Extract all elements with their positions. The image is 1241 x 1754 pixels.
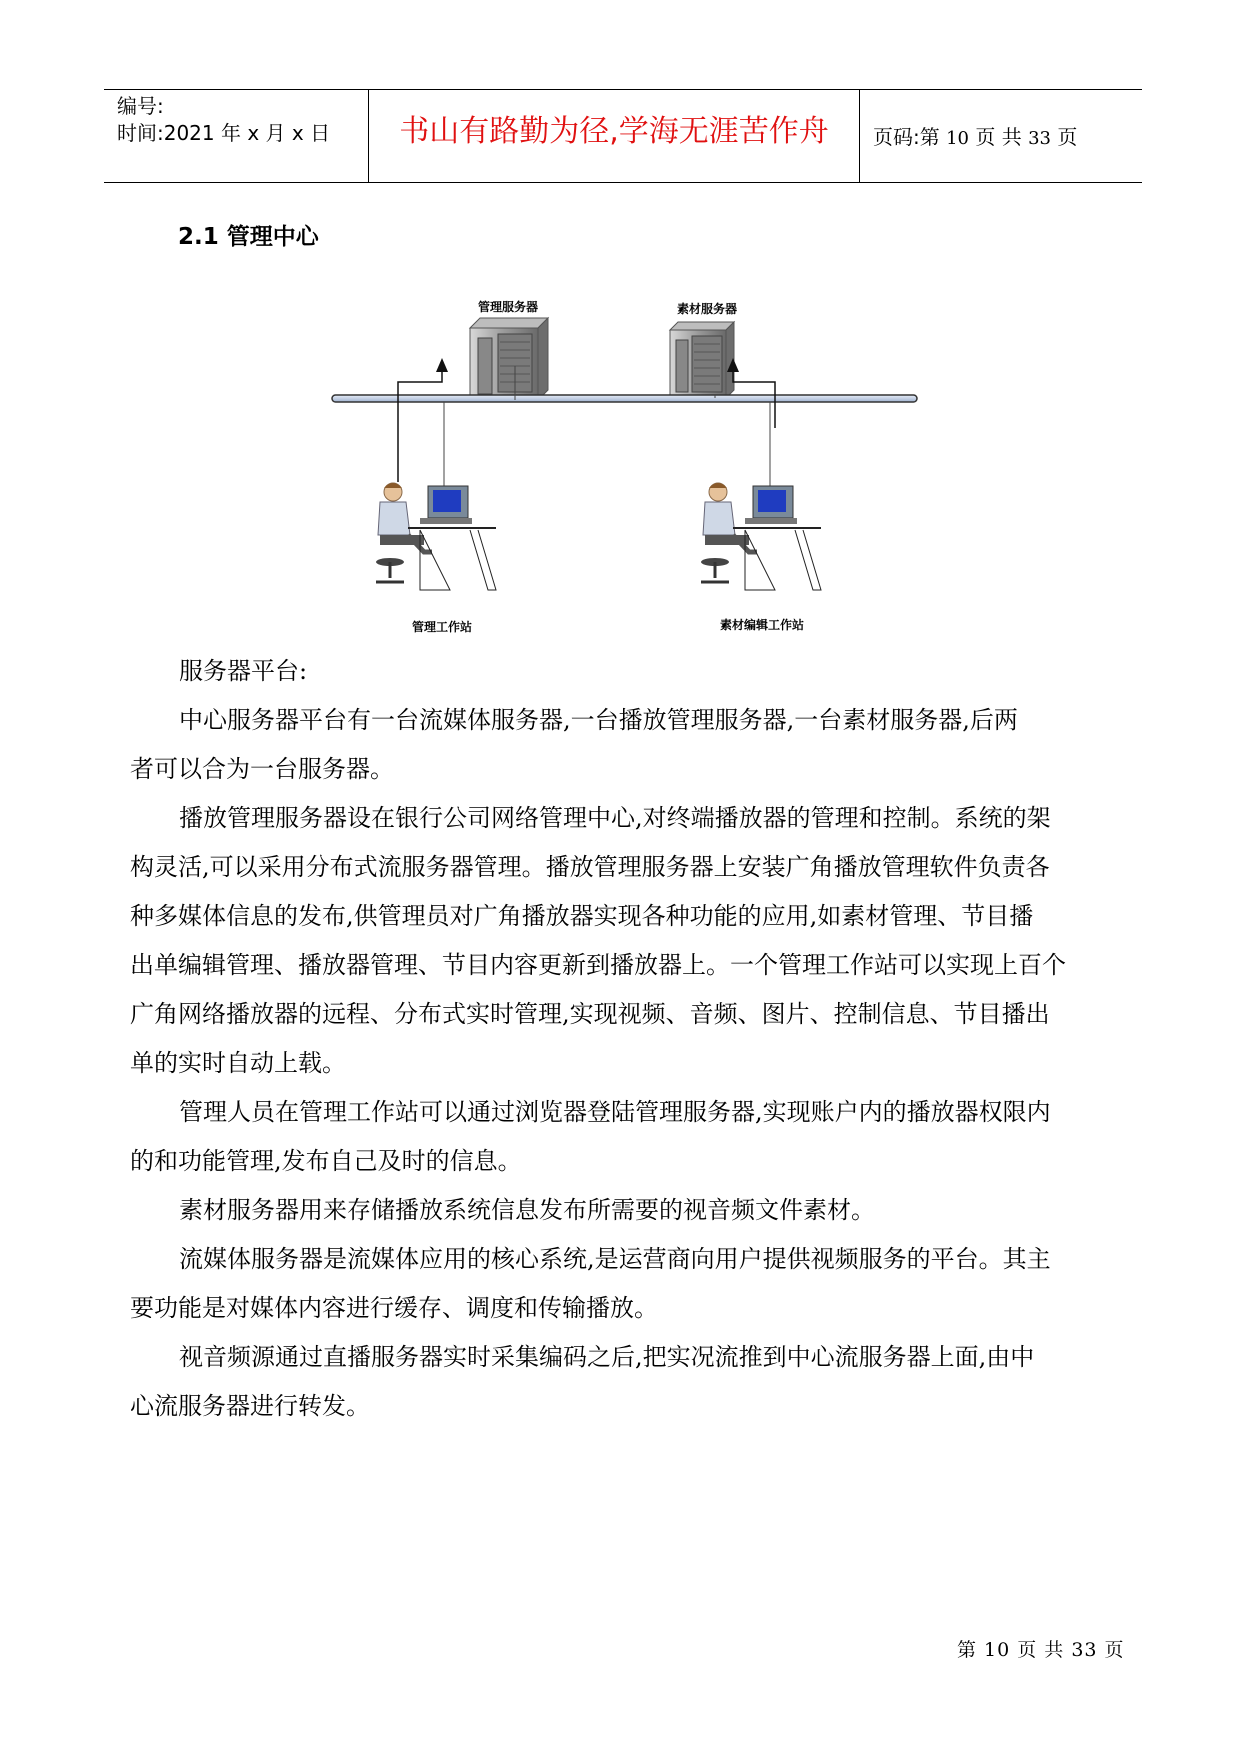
media-editing-workstation-label: 素材编辑工作站 [720,618,805,632]
text-line: 素材服务器用来存储播放系统信息发布所需要的视音频文件素材。 [179,1196,875,1224]
paragraph-server-platform-heading [130,647,1120,696]
paragraph-streaming-server [130,1235,1120,1333]
text-line: 单的实时自动上载。 [130,1049,346,1077]
network-diagram-svg [320,290,940,645]
management-workstation-icon [376,483,496,590]
text-line: 管理人员在管理工作站可以通过浏览器登陆管理服务器,实现账户内的播放器权限内 [179,1098,1051,1126]
text-line: 种多媒体信息的发布,供管理员对广角播放器实现各种功能的应用,如素材管理、节目播 [130,902,1034,930]
management-workstation-label: 管理工作站 [412,620,473,634]
text-line: 者可以合为一台服务器。 [130,755,394,783]
text-line: 中心服务器平台有一台流媒体服务器,一台播放管理服务器,一台素材服务器,后两 [179,706,1018,734]
header-page-info [873,124,1077,152]
text-line: 出单编辑管理、播放器管理、节目内容更新到播放器上。一个管理工作站可以实现上百个 [130,951,1066,979]
header-top-rule [104,89,1142,90]
section-title: 2.1 管理中心 [178,224,319,250]
page-footer: 第 10 页 共 33 页 [957,1639,1125,1661]
page-suffix: 页 [1057,125,1078,149]
management-server-label: 管理服务器 [478,300,539,314]
media-server-icon [670,322,734,398]
header-motto: 书山有路勤为径,学海无涯苦作舟 [399,114,829,149]
upload-arrow-left [398,370,442,482]
page-current: 10 [946,128,970,149]
text-line: 要功能是对媒体内容进行缓存、调度和传输播放。 [130,1294,658,1322]
header-divider-right [859,89,860,183]
text-line: 的和功能管理,发布自己及时的信息。 [130,1147,522,1175]
text-line: 构灵活,可以采用分布式流服务器管理。播放管理服务器上安装广角播放管理软件负责各 [130,853,1050,881]
page-mid: 页 共 [975,125,1022,149]
header-time-label: 时间:2021 年 x 月 x 日 [117,121,331,145]
text-line: 心流服务器进行转发。 [130,1392,370,1420]
arrow-head-left-icon [436,358,448,372]
paragraph-center-servers [130,696,1120,794]
paragraph-playback-management-server [130,794,1120,1088]
management-server-icon [470,318,548,400]
paragraph-media-server [130,1186,1120,1235]
paragraph-live-source [130,1333,1120,1431]
header-bottom-rule [104,182,1142,183]
page-total: 33 [1028,128,1051,149]
network-bus [332,395,917,402]
network-diagram [320,290,940,645]
media-editing-workstation-icon [701,483,821,590]
media-server-label: 素材服务器 [677,302,738,316]
paragraph-management-staff [130,1088,1120,1186]
text-line: 广角网络播放器的远程、分布式实时管理,实现视频、音频、图片、控制信息、节目播出 [130,1000,1050,1028]
page-prefix: 页码:第 [873,125,940,149]
text-line: 流媒体服务器是流媒体应用的核心系统,是运营商向用户提供视频服务的平台。其主 [179,1245,1051,1273]
text-line: 播放管理服务器设在银行公司网络管理中心,对终端播放器的管理和控制。系统的架 [179,804,1051,832]
text-line: 视音频源通过直播服务器实时采集编码之后,把实况流推到中心流服务器上面,由中 [179,1343,1035,1371]
header-number-label: 编号: [117,94,164,118]
text-line: 服务器平台: [179,657,308,685]
